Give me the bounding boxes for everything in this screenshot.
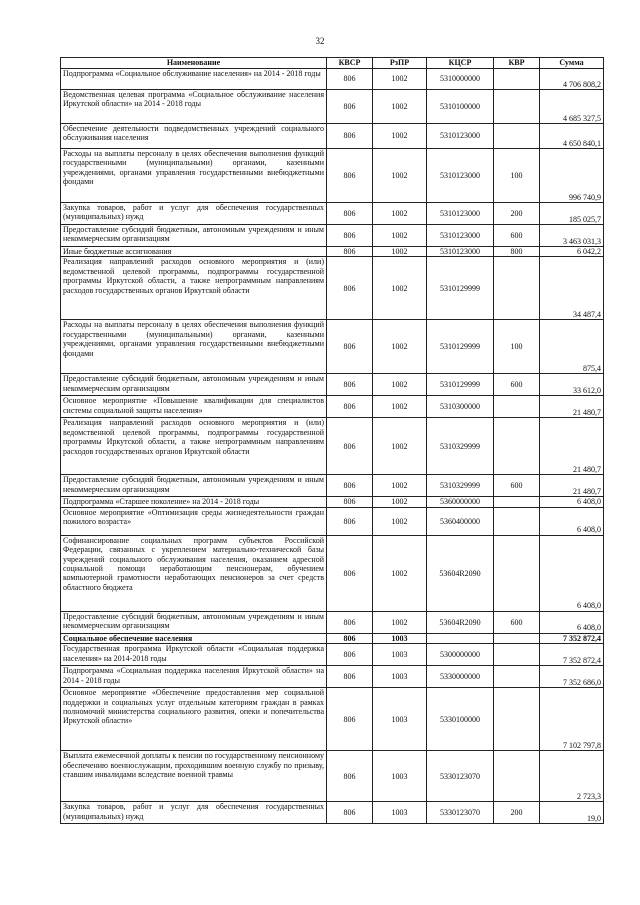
- row-kvsr: 806: [327, 751, 373, 802]
- row-sum: 21 480,7: [540, 475, 604, 497]
- row-name: Предоставление субсидий бюджетным, автономным учреждениям и иным некоммерческим организациям: [61, 611, 327, 633]
- row-sum: 6 408,0: [540, 611, 604, 633]
- row-kcsr: 5310123000: [427, 225, 494, 247]
- row-kvsr: 806: [327, 320, 373, 374]
- row-kvr: 100: [494, 149, 540, 203]
- table-row: [61, 69, 604, 90]
- row-rzpr: 1003: [373, 688, 427, 751]
- row-rzpr: 1002: [373, 611, 427, 633]
- row-sum: 7 102 797,8: [540, 688, 604, 751]
- row-rzpr: 1002: [373, 320, 427, 374]
- table-body: [61, 69, 604, 824]
- row-rzpr: 1002: [373, 257, 427, 320]
- row-kcsr: 5360400000: [427, 507, 494, 535]
- row-name: Подпрограмма «Старшее поколение» на 2014 - 2018 годы: [61, 497, 327, 507]
- row-name: Закупка товаров, работ и услуг для обеспечения государственных (муниципальных) нужд: [61, 802, 327, 824]
- table-row: [61, 149, 604, 203]
- table-row: [61, 644, 604, 666]
- row-name: Расходы на выплаты персоналу в целях обеспечения выполнения функций государственными (муниципальными) органами, казенными учреждениями, органами управления государственными внебюджетными фондами: [61, 320, 327, 374]
- row-rzpr: 1002: [373, 203, 427, 225]
- row-rzpr: 1003: [373, 802, 427, 824]
- row-kcsr: 5310129999: [427, 374, 494, 396]
- row-kcsr: 5300000000: [427, 644, 494, 666]
- row-name: Предоставление субсидий бюджетным, автономным учреждениям и иным некоммерческим организациям: [61, 225, 327, 247]
- row-kvr: [494, 644, 540, 666]
- row-rzpr: 1002: [373, 507, 427, 535]
- row-kvr: [494, 666, 540, 688]
- row-rzpr: 1002: [373, 374, 427, 396]
- row-sum: 4 650 840,1: [540, 124, 604, 149]
- row-kcsr: 5310123000: [427, 124, 494, 149]
- row-kvsr: 806: [327, 688, 373, 751]
- table-row: [61, 247, 604, 257]
- row-kvsr: 806: [327, 644, 373, 666]
- row-sum: 19,0: [540, 802, 604, 824]
- row-kcsr: 53604R2090: [427, 611, 494, 633]
- row-kcsr: 5330000000: [427, 666, 494, 688]
- table-row: [61, 320, 604, 374]
- row-sum: 21 480,7: [540, 418, 604, 475]
- table-row: [61, 225, 604, 247]
- row-kcsr: 5310100000: [427, 90, 494, 124]
- row-name: Подпрограмма «Социальное обслуживание населения» на 2014 - 2018 годы: [61, 69, 327, 90]
- row-kvsr: 806: [327, 225, 373, 247]
- row-kcsr: 53604R2090: [427, 535, 494, 611]
- row-sum: 4 706 808,2: [540, 69, 604, 90]
- row-kvr: 800: [494, 247, 540, 257]
- row-name: Основное мероприятие «Оптимизация среды жизнедеятельности граждан пожилого возраста»: [61, 507, 327, 535]
- row-kvr: 600: [494, 611, 540, 633]
- row-rzpr: 1003: [373, 666, 427, 688]
- row-kcsr: 5310123000: [427, 203, 494, 225]
- row-sum: 6 408,0: [540, 535, 604, 611]
- row-kvsr: 806: [327, 633, 373, 643]
- row-name: Реализация направлений расходов основного мероприятия и (или) ведомственной целевой программы, подпрограммы государственной программы Иркутской области, а также непрограммным направлениям расходов государственных органов Иркутской области: [61, 257, 327, 320]
- row-kvr: [494, 751, 540, 802]
- row-kvsr: 806: [327, 247, 373, 257]
- row-kvr: [494, 90, 540, 124]
- col-header-kcsr: КЦСР: [427, 58, 494, 69]
- table-header-row: [61, 58, 604, 69]
- row-kvr: 100: [494, 320, 540, 374]
- row-kcsr: 5310329999: [427, 475, 494, 497]
- row-name: Реализация направлений расходов основного мероприятия и (или) ведомственной целевой программы, подпрограммы государственной программы Иркутской области, а также непрограммным направлениям расходов государственных органов Иркутской области: [61, 418, 327, 475]
- row-sum: 996 740,9: [540, 149, 604, 203]
- row-kvsr: 806: [327, 611, 373, 633]
- row-rzpr: 1003: [373, 644, 427, 666]
- row-kvsr: 806: [327, 507, 373, 535]
- row-sum: 3 463 031,3: [540, 225, 604, 247]
- table-row: [61, 507, 604, 535]
- table-row: [61, 374, 604, 396]
- col-header-kvsr: КВСР: [327, 58, 373, 69]
- table-row: [61, 396, 604, 418]
- table-row: [61, 666, 604, 688]
- row-rzpr: 1002: [373, 69, 427, 90]
- row-kvsr: 806: [327, 149, 373, 203]
- row-name: Социальное обеспечение населения: [61, 633, 327, 643]
- row-name: Расходы на выплаты персоналу в целях обеспечения выполнения функций государственными (муниципальными) органами, казенными учреждениями, органами управления государственными внебюджетными фондами: [61, 149, 327, 203]
- row-kcsr: 5330123070: [427, 751, 494, 802]
- row-rzpr: 1002: [373, 90, 427, 124]
- col-header-sum: Сумма: [540, 58, 604, 69]
- row-rzpr: 1003: [373, 751, 427, 802]
- row-sum: 7 352 872,4: [540, 633, 604, 643]
- row-kvr: 200: [494, 203, 540, 225]
- row-kvsr: 806: [327, 497, 373, 507]
- col-header-rzpr: РзПР: [373, 58, 427, 69]
- row-kvsr: 806: [327, 90, 373, 124]
- col-header-name: Наименование: [61, 58, 327, 69]
- row-kcsr: 5330123070: [427, 802, 494, 824]
- row-kvsr: 806: [327, 535, 373, 611]
- row-kvsr: 806: [327, 802, 373, 824]
- table-row: [61, 124, 604, 149]
- row-kvr: [494, 69, 540, 90]
- row-sum: 7 352 686,0: [540, 666, 604, 688]
- row-name: Основное мероприятие «Повышение квалификации для специалистов системы социальной защиты населения»: [61, 396, 327, 418]
- row-name: Государственная программа Иркутской области «Социальная поддержка населения» на 2014-2018 годы: [61, 644, 327, 666]
- row-kvr: [494, 633, 540, 643]
- row-kcsr: 5310123000: [427, 247, 494, 257]
- row-kvr: 200: [494, 802, 540, 824]
- row-kvsr: 806: [327, 203, 373, 225]
- row-kvr: [494, 535, 540, 611]
- row-kcsr: 5360000000: [427, 497, 494, 507]
- row-kcsr: 5310123000: [427, 149, 494, 203]
- row-kvr: [494, 257, 540, 320]
- table-row: [61, 497, 604, 507]
- row-sum: 875,4: [540, 320, 604, 374]
- row-kcsr: 5310329999: [427, 418, 494, 475]
- row-name: Предоставление субсидий бюджетным, автономным учреждениям и иным некоммерческим организациям: [61, 374, 327, 396]
- row-name: Иные бюджетные ассигнования: [61, 247, 327, 257]
- page-number: 32: [315, 36, 325, 46]
- row-sum: 6 408,0: [540, 507, 604, 535]
- row-kvsr: 806: [327, 124, 373, 149]
- row-name: Предоставление субсидий бюджетным, автономным учреждениям и иным некоммерческим организациям: [61, 475, 327, 497]
- row-rzpr: 1002: [373, 396, 427, 418]
- row-sum: 2 723,3: [540, 751, 604, 802]
- row-rzpr: 1002: [373, 535, 427, 611]
- row-sum: 6 408,0: [540, 497, 604, 507]
- row-rzpr: 1002: [373, 247, 427, 257]
- row-sum: 4 685 327,5: [540, 90, 604, 124]
- table-row: [61, 611, 604, 633]
- row-sum: 33 612,0: [540, 374, 604, 396]
- row-kvr: [494, 124, 540, 149]
- row-rzpr: 1002: [373, 418, 427, 475]
- row-kvr: 600: [494, 225, 540, 247]
- table-row: [61, 90, 604, 124]
- row-kvsr: 806: [327, 475, 373, 497]
- table-row: [61, 633, 604, 643]
- row-kvr: [494, 396, 540, 418]
- row-sum: 185 025,7: [540, 203, 604, 225]
- table-row: [61, 688, 604, 751]
- table-row: [61, 802, 604, 824]
- row-kcsr: 5330100000: [427, 688, 494, 751]
- row-rzpr: 1003: [373, 633, 427, 643]
- row-name: Подпрограмма «Социальная поддержка населения Иркутской области» на 2014 - 2018 годы: [61, 666, 327, 688]
- row-rzpr: 1002: [373, 124, 427, 149]
- row-kvr: [494, 688, 540, 751]
- row-kvsr: 806: [327, 374, 373, 396]
- row-kcsr: 5310000000: [427, 69, 494, 90]
- table-row: [61, 418, 604, 475]
- table-row: [61, 203, 604, 225]
- row-kcsr: [427, 633, 494, 643]
- row-kvsr: 806: [327, 666, 373, 688]
- row-name: Закупка товаров, работ и услуг для обеспечения государственных (муниципальных) нужд: [61, 203, 327, 225]
- budget-table: [60, 57, 604, 824]
- table-row: [61, 475, 604, 497]
- row-sum: 7 352 872,4: [540, 644, 604, 666]
- row-kvsr: 806: [327, 257, 373, 320]
- row-sum: 6 042,2: [540, 247, 604, 257]
- row-rzpr: 1002: [373, 497, 427, 507]
- row-name: Софинансирование социальных программ субъектов Российской Федерации, связанных с укреплением материально-технической базы учреждений социального обслуживания населения, оказанием адресной социальной помощи неработающим пенсионерам, обучением компьютерной грамотности неработающих пенсионеров за счет средств областного бюджета: [61, 535, 327, 611]
- row-name: Обеспечение деятельности подведомственных учреждений социального обслуживания населения: [61, 124, 327, 149]
- row-rzpr: 1002: [373, 225, 427, 247]
- row-rzpr: 1002: [373, 149, 427, 203]
- col-header-kvr: КВР: [494, 58, 540, 69]
- row-kvr: 600: [494, 374, 540, 396]
- row-kvsr: 806: [327, 418, 373, 475]
- row-name: Ведомственная целевая программа «Социальное обслуживание населения Иркутской области» на 2014 - 2018 годы: [61, 90, 327, 124]
- row-kvsr: 806: [327, 396, 373, 418]
- row-kvr: [494, 507, 540, 535]
- table-row: [61, 751, 604, 802]
- row-sum: 34 487,4: [540, 257, 604, 320]
- row-sum: 21 480,7: [540, 396, 604, 418]
- row-kcsr: 5310300000: [427, 396, 494, 418]
- row-kcsr: 5310129999: [427, 257, 494, 320]
- row-kvsr: 806: [327, 69, 373, 90]
- row-kvr: 600: [494, 475, 540, 497]
- row-kvr: [494, 418, 540, 475]
- table-row: [61, 535, 604, 611]
- row-kvr: [494, 497, 540, 507]
- row-kcsr: 5310129999: [427, 320, 494, 374]
- row-name: Выплата ежемесячной доплаты к пенсии по государственному пенсионному обеспечению военнослужащим, проходившим военную службу по призыву, ставшим инвалидами вследствие военной травмы: [61, 751, 327, 802]
- row-name: Основное мероприятие «Обеспечение предоставления мер социальной поддержки и социальных услуг отдельным категориям граждан в рамках полномочий министерства социального развития, опеки и попечительства Иркутской области»: [61, 688, 327, 751]
- table-row: [61, 257, 604, 320]
- row-rzpr: 1002: [373, 475, 427, 497]
